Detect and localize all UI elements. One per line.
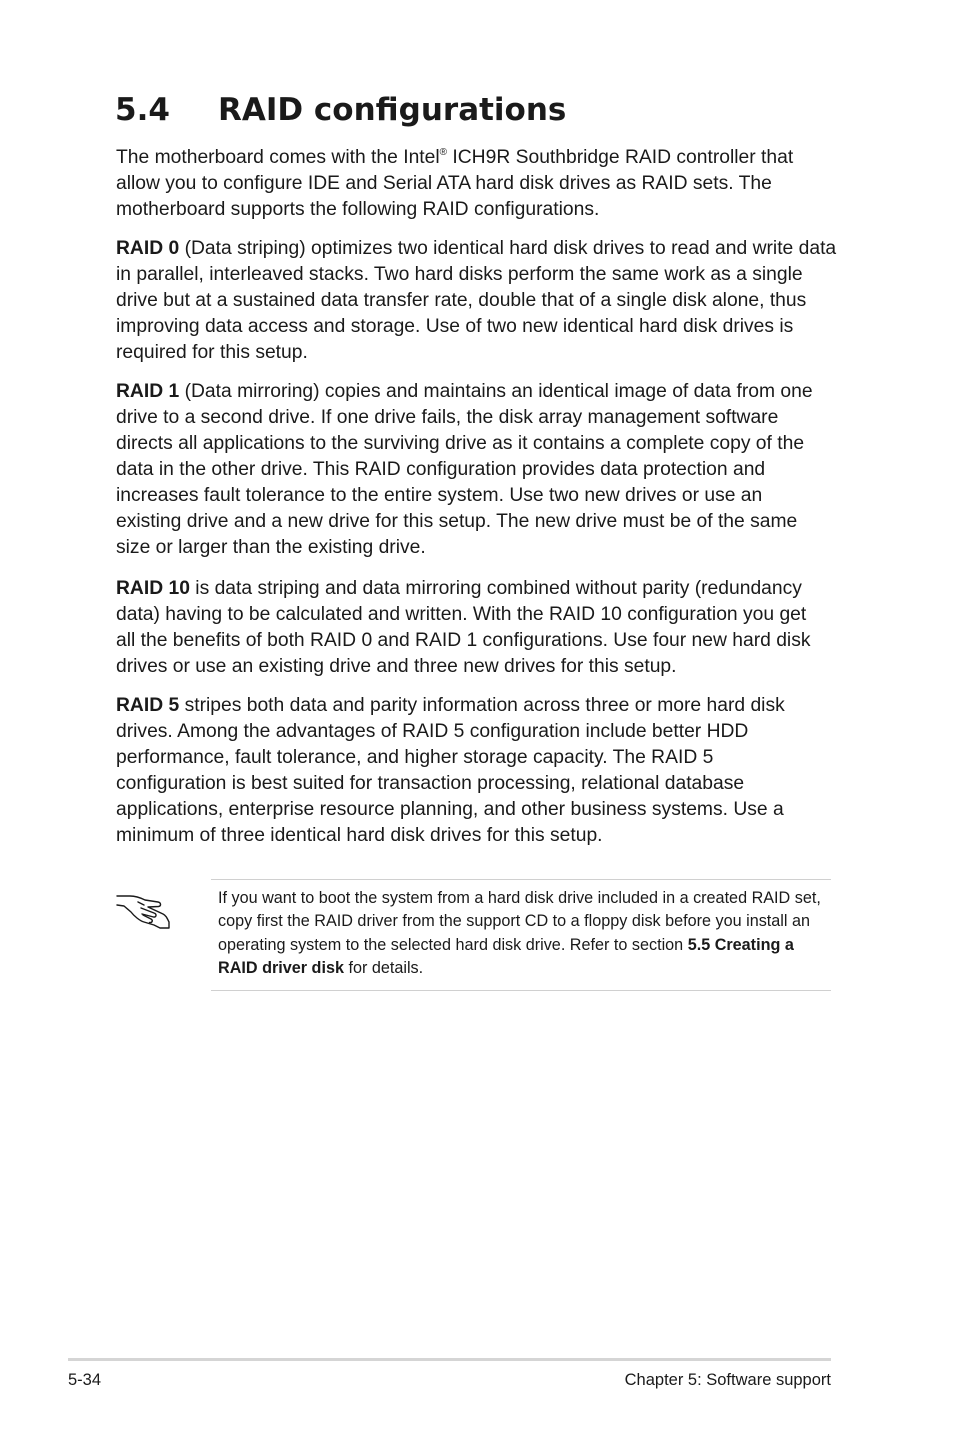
raid10-term: RAID 10 (116, 578, 190, 599)
section-title: RAID configurations (218, 92, 567, 128)
intro-paragraph (116, 145, 816, 223)
raid5-paragraph (116, 693, 806, 849)
raid0-paragraph (116, 236, 838, 366)
note-section-reference: 5.5 Creating a RAID driver disk (218, 935, 794, 977)
intro-text-start: The motherboard comes with the Intel (116, 147, 440, 168)
raid10-paragraph (116, 576, 828, 680)
note-bottom-rule (211, 990, 831, 991)
note-text-end: for details. (343, 958, 424, 977)
raid5-term: RAID 5 (116, 695, 180, 716)
raid5-text: stripes both data and parity information across three or more hard disk drives. Among the advantages of RAID 5 configuration include better HDD performance, fault tolerance, and higher storage capacity. The RAID 5 configuration is best suited for transaction processing, relational database applications, enterprise resource planning, and other business systems. Use a minimum of three identical hard disk drives for this setup. (116, 695, 785, 846)
intro-text-end: ICH9R Southbridge RAID controller that allow you to configure IDE and Serial ATA hard disk drives as RAID sets. The motherboard supports the following RAID configurations. (116, 147, 794, 220)
note-top-rule (211, 879, 831, 880)
raid1-term: RAID 1 (116, 381, 180, 402)
note-text (218, 887, 833, 980)
page-number: 5-34 (68, 1371, 102, 1389)
section-number: 5.4 (115, 92, 170, 128)
section-heading (115, 90, 566, 130)
raid0-text: (Data striping) optimizes two identical hard disk drives to read and write data in parallel, interleaved stacks. Two hard disks perform the same work as a single drive but at a sustained data transfer rate, double that of a single disk alone, thus improving data access and storage. Use of two new identical hard disk drives is required for this setup. (116, 238, 837, 363)
hand-pointing-icon (114, 888, 172, 932)
raid0-term: RAID 0 (116, 238, 180, 259)
note-text-start: If you want to boot the system from a hard disk drive included in a created RAID set, copy first the RAID driver from the support CD to a floppy disk before you install an operating system to the selected hard disk drive. Refer to section (218, 889, 821, 954)
raid1-paragraph (116, 379, 824, 561)
raid10-text: is data striping and data mirroring combined without parity (redundancy data) having to be calculated and written. With the RAID 10 configuration you get all the benefits of both RAID 0 and RAID 1 configurations. Use four new hard disk drives or use an existing drive and three new drives for this setup. (116, 578, 811, 677)
chapter-title: Chapter 5: Software support (624, 1371, 831, 1389)
raid1-text: (Data mirroring) copies and maintains an identical image of data from one drive to a second drive. If one drive fails, the disk array management software directs all applications to the surviving drive as it contains a complete copy of the data in the other drive. This RAID configuration provides data protection and increases fault tolerance to the entire system. Use two new drives or use an existing drive and a new drive for this setup. The new drive must be of the same size or larger than the existing drive. (116, 381, 813, 558)
registered-mark: ® (439, 147, 448, 158)
footer-rule (68, 1358, 831, 1361)
